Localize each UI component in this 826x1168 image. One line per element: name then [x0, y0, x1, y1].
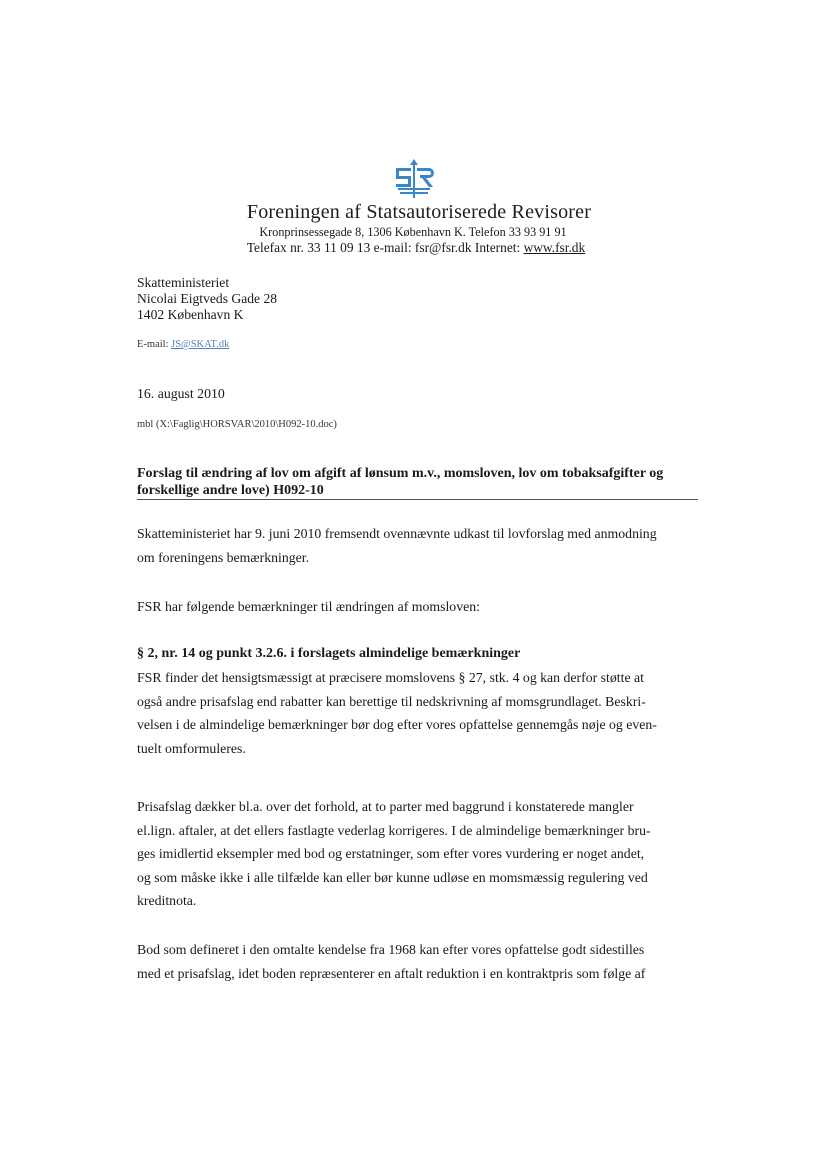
paragraph-fsr-opinion: [137, 666, 702, 760]
text-line: kreditnota.: [137, 893, 197, 908]
subject-line: forskellige andre love) H092-10: [137, 483, 324, 498]
text-line: Skatteministeriet har 9. juni 2010 fremsendt ovennævnte udkast til lovforslag med anmodning: [137, 526, 657, 541]
recipient-address: [137, 275, 277, 323]
text-line: ges imidlertid eksempler med bod og erstatninger, som efter vores vurdering er noget andet,: [137, 846, 645, 861]
section-heading: § 2, nr. 14 og punkt 3.2.6. i forslagets almindelige bemærkninger: [137, 646, 521, 661]
text-line: og som måske ikke i alle tilfælde kan eller bør kunne udløse en momsmæssig regulering ved: [137, 869, 648, 885]
contact-line: [0, 240, 826, 256]
text-line: el.lign. aftaler, at det ellers fastlagte vederlag korrigeres. I de almindelige bemærkninger bru-: [137, 822, 651, 838]
fsr-logo-icon: [392, 158, 436, 200]
subject-line: Forslag til ændring af lov om afgift af lønsum m.v., momsloven, lov om tobaksafgifter og: [137, 466, 664, 481]
text-line: om foreningens bemærkninger.: [137, 549, 310, 565]
text-line: også andre prisafslag end rabatter kan berettige til nedskrivning af momsgrundlaget. Beskri-: [137, 693, 646, 709]
letter-date: 16. august 2010: [137, 386, 225, 401]
paragraph-price-discount: [137, 795, 702, 913]
paragraph-intro: [137, 522, 702, 569]
text-line: FSR finder det hensigtsmæssigt at præcisere momslovens § 27, stk. 4 og kan derfor støtte at: [137, 670, 644, 685]
email-label: E-mail:: [137, 339, 172, 350]
text-line: FSR har følgende bemærkninger til ændringen af momsloven:: [137, 599, 480, 614]
text-line: tuelt omformuleres.: [137, 740, 246, 756]
website-link[interactable]: www.fsr.dk: [523, 240, 586, 255]
text-line: Prisafslag dækker bl.a. over det forhold, at to parter med baggrund i konstaterede mangler: [137, 799, 634, 814]
text-line: Bod som defineret i den omtalte kendelse fra 1968 kan efter vores opfattelse godt sidestilles: [137, 942, 645, 957]
recipient-street: Nicolai Eigtveds Gade 28: [137, 291, 278, 306]
recipient-name: Skatteministeriet: [137, 275, 230, 290]
organization-name: Foreningen af Statsautoriserede Revisorer: [246, 201, 592, 223]
paragraph-remarks-intro: [137, 595, 702, 619]
subject-divider: [137, 499, 698, 500]
email-link[interactable]: JS@SKAT.dk: [171, 339, 230, 350]
letter-subject: [137, 465, 697, 499]
text-line: velsen i de almindelige bemærkninger bør dog efter vores opfattelse gennemgås nøje og even-: [137, 717, 657, 732]
email-line: [137, 339, 229, 350]
text-line: med et prisafslag, idet boden repræsenterer en aftalt reduktion i en kontraktpris som følge af: [137, 965, 646, 981]
document-reference: mbl (X:\Faglig\HORSVAR\2010\H092-10.doc): [137, 419, 337, 430]
recipient-city: 1402 København K: [137, 307, 244, 322]
paragraph-penalty: [137, 938, 702, 985]
contact-line-text: Telefax nr. 33 11 09 13 e-mail: fsr@fsr.dk Internet:: [246, 240, 524, 255]
address-line: Kronprinsessegade 8, 1306 København K. Telefon 33 93 91 91: [259, 225, 567, 239]
